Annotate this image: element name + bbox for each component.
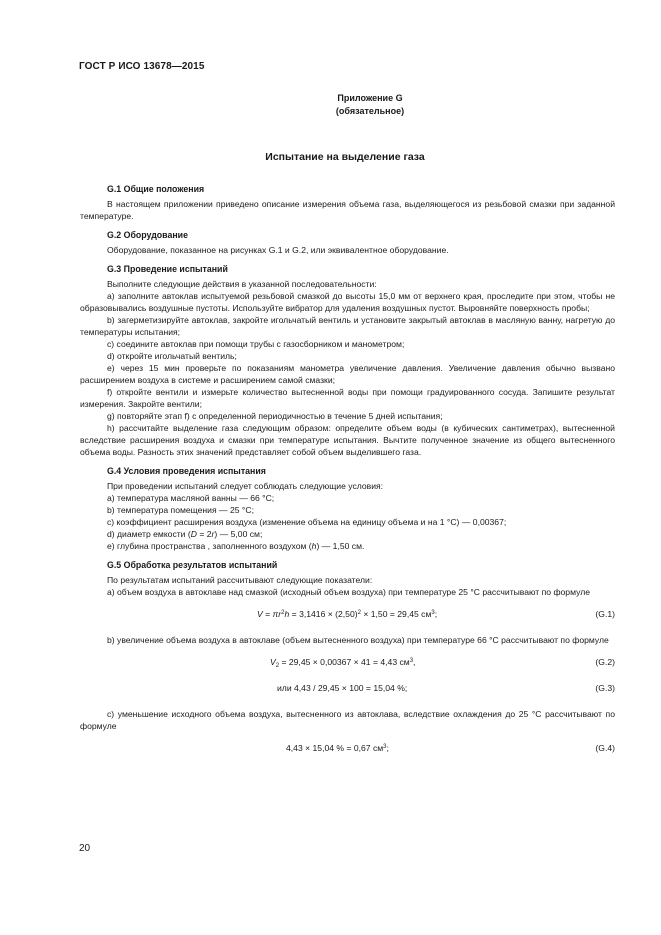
equation-g1-number: (G.1): [595, 609, 615, 619]
equation-g4-number: (G.4): [595, 743, 615, 753]
equation-g2-formula: $V_2 = 29,45 \times 0,00367 \times 41 = 4,43$ $см^3$,: [270, 657, 416, 669]
list-item-g3-b: b) загерметизируйте автоклав, закройте игольчатый вентиль и установите закрытый автоклав в масляную ванну, нагретую до температуры испытания;: [80, 315, 615, 337]
list-item-g3-e: e) через 15 мин проверьте по показаниям манометра увеличение давления. Увеличение давления обычно вызвано расширением воздуха в системе и расширением самой смазки;: [80, 363, 615, 385]
document-body: [80, 183, 615, 768]
section-heading-g2: G.2 Оборудование: [107, 230, 188, 240]
list-item-g4-b: b) температура помещения — 25 °C;: [107, 505, 254, 515]
section-heading-g1: G.1 Общие положения: [107, 184, 205, 194]
paragraph-g5-intro: По результатам испытаний рассчитывают следующие показатели:: [107, 575, 373, 585]
section-heading-g4: G.4 Условия проведения испытания: [107, 466, 266, 476]
page-title: Испытание на выделение газа: [265, 151, 425, 163]
list-item-g3-d: d) откройте игольчатый вентиль;: [107, 351, 237, 361]
list-item-g3-c: c) соедините автоклав при помощи трубы с газосборником и манометром;: [107, 339, 405, 349]
equation-g3: [80, 682, 615, 694]
equation-g1-formula: $V = \pi r^2h = 3,1416 \times (2,50)^2 \times 1,50 = 29,45$ $см^3$;: [257, 609, 438, 619]
equation-g2-number: (G.2): [595, 657, 615, 667]
standard-code: ГОСТ Р ИСО 13678—2015: [79, 61, 205, 72]
equation-g4: [80, 742, 615, 754]
equation-g3-number: (G.3): [595, 683, 615, 693]
section-heading-g5: G.5 Обработка результатов испытаний: [107, 560, 278, 570]
list-item-g5-a: a) объем воздуха в автоклаве над смазкой (исходный объем воздуха) при температуре 25 °C рассчитывают по формуле: [107, 587, 590, 597]
equation-g3-formula: или 4,43 / 29,45 × 100 = 15,04 %;: [277, 683, 408, 693]
list-item-g4-c: c) коэффициент расширения воздуха (изменение объема на единицу объема и на 1 °C) — 0,00367;: [107, 517, 507, 527]
section-heading-g3: G.3 Проведение испытаний: [107, 264, 228, 274]
list-item-g4-e: e) глубина пространства , заполненного воздухом (h) — 1,50 см.: [107, 541, 365, 551]
list-item-g3-h: h) рассчитайте выделение газа следующим образом: определите объем воды (в кубических сантиметрах), вытесненной вследствие расширения воздуха и смазки при температуре испытания. Вычтите полученное значение из общего вытесненного объема воды. Разность этих значений представляет собой объем выделившего газа.: [80, 423, 615, 457]
equation-g4-formula: 4,43 × 15,04 % = 0,67 $см^3$;: [286, 743, 389, 753]
paragraph-g4-intro: При проведении испытаний следует соблюдать следующие условия:: [107, 481, 384, 491]
equation-g1: [80, 608, 615, 620]
list-item-g5-c: c) уменьшение исходного объема воздуха, вытесненного из автоклава, вследствие охлаждения до 25 °C рассчитывают по формуле: [80, 709, 615, 731]
list-item-g5-b: b) увеличение объема воздуха в автоклаве (объем вытесненного воздуха) при температуре 66 °C рассчитывают по формуле: [107, 635, 609, 645]
list-item-g3-a: a) заполните автоклав испытуемой резьбовой смазкой до высоты 15,0 мм от верхнего края, проследите при этом, чтобы не образовывались воздушные пустоты. Используйте вибратор для удаления воздушных пустот. Выровняйте поверхность пробы;: [80, 291, 615, 313]
appendix-label: Приложение G: [337, 93, 403, 103]
list-item-g4-a: a) температура масляной ванны — 66 °C;: [107, 493, 275, 503]
paragraph-g2: Оборудование, показанное на рисунках G.1 и G.2, или эквивалентное оборудование.: [107, 245, 449, 255]
page-number: 20: [79, 843, 91, 854]
list-item-g4-d: d) диаметр емкости (D = 2r) — 5,00 см;: [107, 529, 263, 539]
list-item-g3-f: f) откройте вентили и измерьте количество вытесненной воды при помощи градуированного сосуда. Запишите результат измерения. Закройте вентили;: [80, 387, 615, 409]
appendix-status: (обязательное): [335, 106, 405, 116]
paragraph-g1: В настоящем приложении приведено описание измерения объема газа, выделяющегося из резьбовой смазки при заданной температуре.: [80, 199, 615, 221]
list-item-g3-g: g) повторяйте этап f) с определенной периодичностью в течение 5 дней испытания;: [107, 411, 443, 421]
paragraph-g3-intro: Выполните следующие действия в указанной последовательности:: [107, 279, 377, 289]
equation-g2: [80, 656, 615, 668]
